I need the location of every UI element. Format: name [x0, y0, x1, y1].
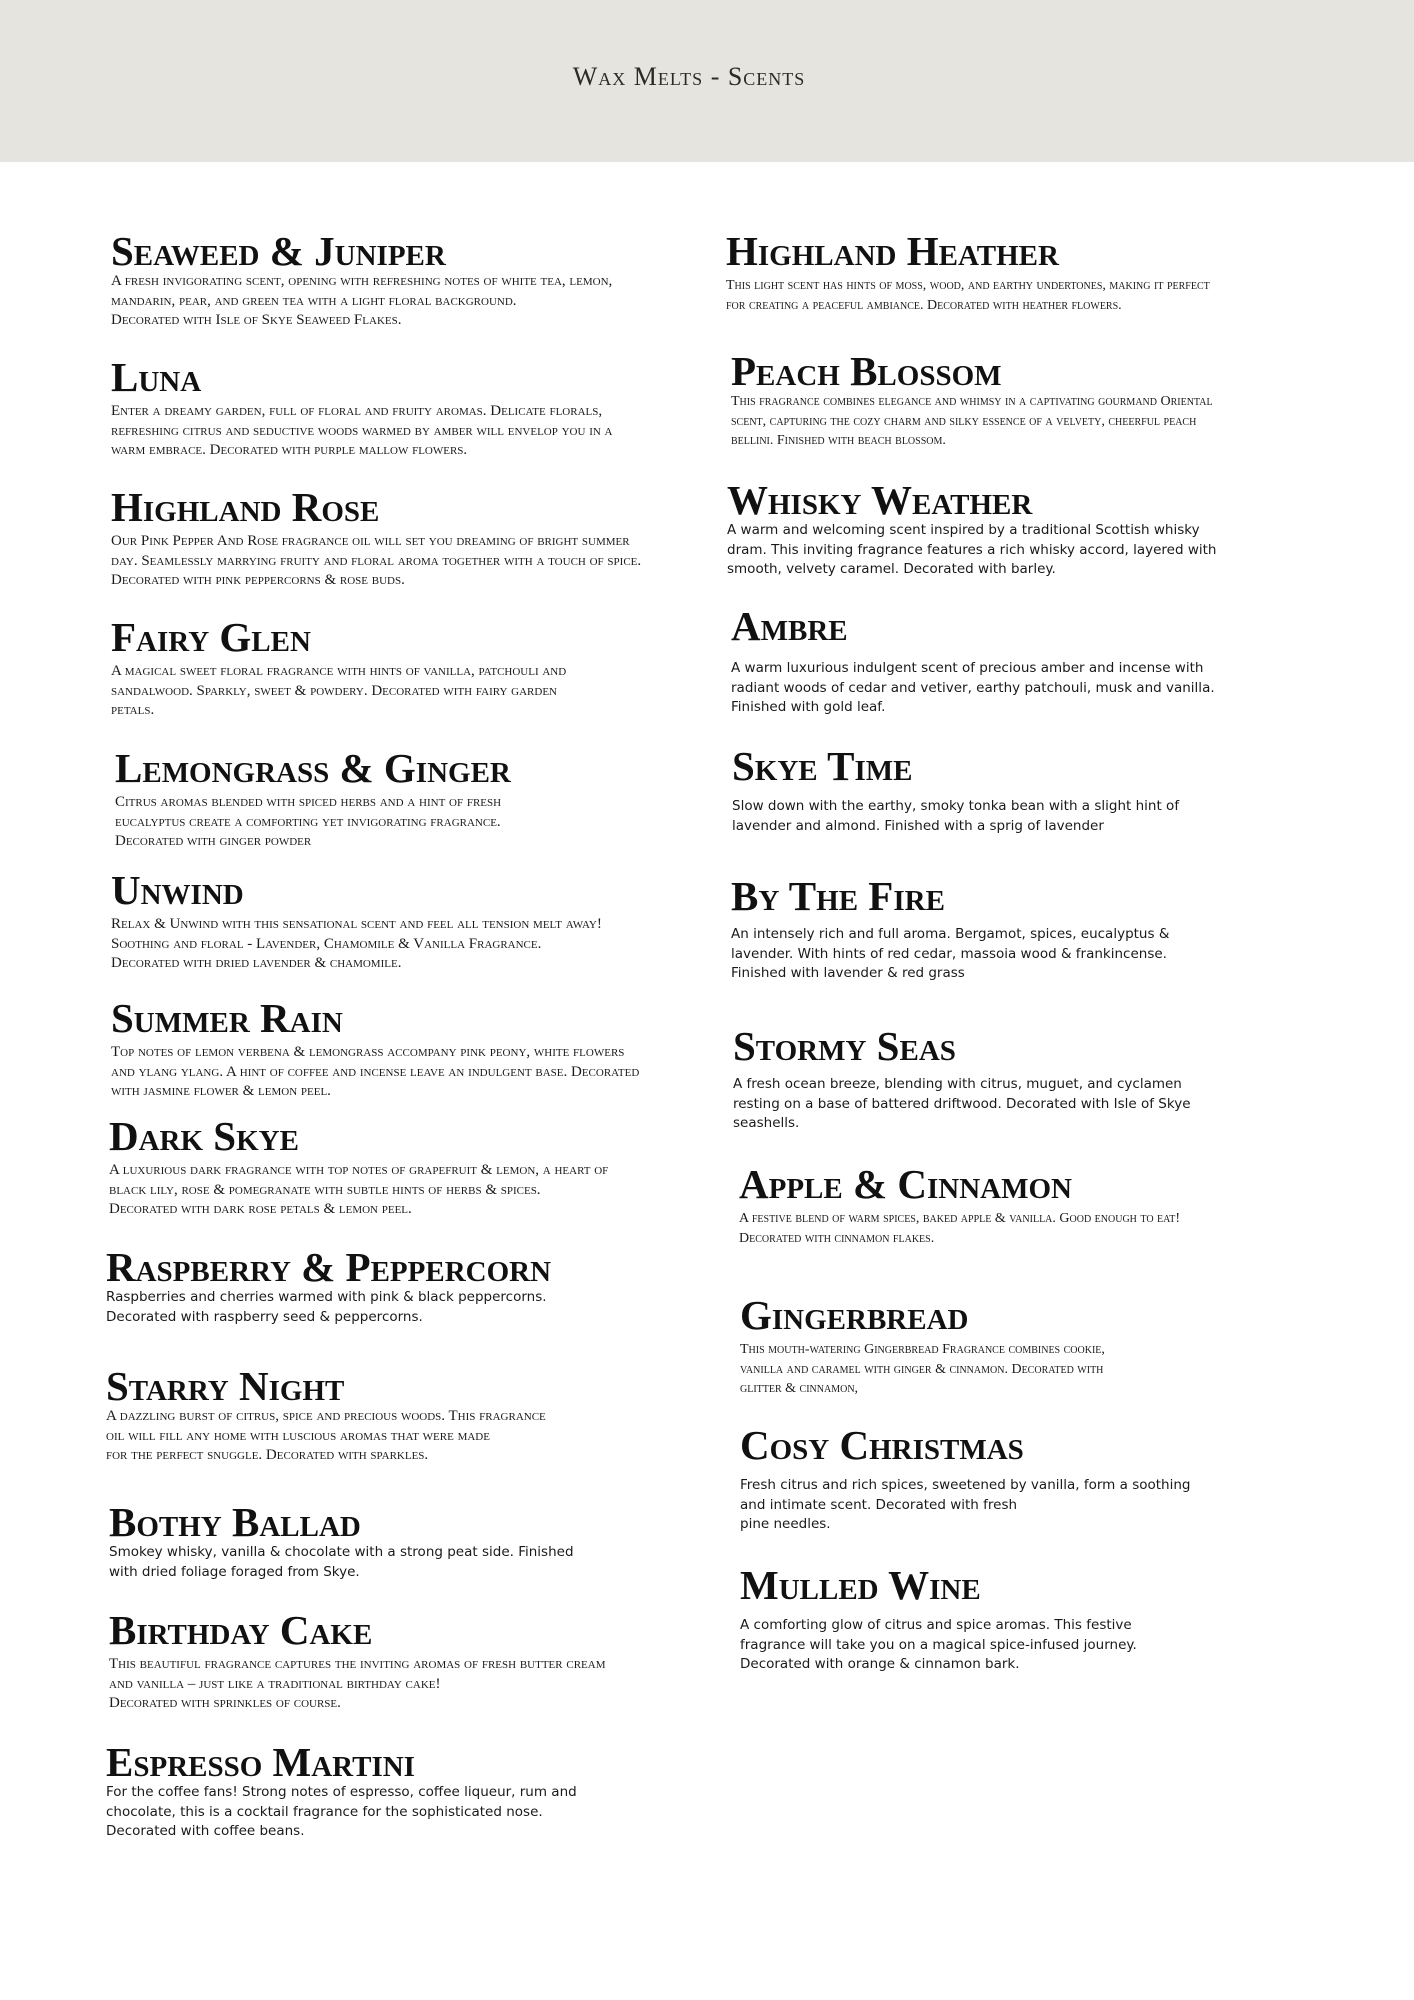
scent-name: Apple & Cinnamon: [739, 1161, 1072, 1207]
scent-skye-time: [732, 745, 1272, 836]
scent-name: Raspberry & Peppercorn: [106, 1244, 552, 1290]
scent-description: This light scent has hints of moss, wood, and earthy undertones, making it perfect for creating a peaceful ambiance. Decorated with heather flowers.: [726, 278, 1210, 313]
scent-description: This mouth-watering Gingerbread Fragrance combines cookie, vanilla and caramel with ginger & cinnamon. Decorated with glitter & cinnamon,: [740, 1342, 1105, 1396]
scent-name: Luna: [111, 354, 202, 400]
scent-bothy-ballad: [109, 1501, 649, 1582]
scent-name: Fairy Glen: [111, 614, 311, 660]
scent-fairy-glen: [111, 616, 651, 721]
scent-description: An intensely rich and full aroma. Bergamot, spices, eucalyptus & lavender. With hints of red cedar, massoia wood & frankincense. Finished with lavender & red grass: [731, 926, 1170, 981]
scent-description: For the coffee fans! Strong notes of espresso, coffee liqueur, rum and chocolate, this is a cocktail fragrance for the sophisticated nose. Decorated with coffee beans.: [106, 1784, 577, 1839]
scent-description: This fragrance combines elegance and whimsy in a captivating gourmand Oriental scent, capturing the cozy charm and silky essence of a velvety, cheerful peach bellini. Finished with beach blossom.: [731, 394, 1213, 448]
scent-name: Whisky Weather: [727, 477, 1033, 523]
scent-name: Stormy Seas: [733, 1023, 956, 1069]
scent-description: Slow down with the earthy, smoky tonka bean with a slight hint of lavender and almond. Finished with a sprig of lavender: [732, 798, 1180, 834]
scent-description: Smokey whisky, vanilla & chocolate with a strong peat side. Finished with dried foliage foraged from Skye.: [109, 1544, 574, 1580]
scent-name: Unwind: [111, 867, 244, 913]
scent-description: A dazzling burst of citrus, spice and precious woods. This fragrance oil will fill any home with luscious aromas that were made for the perfect snuggle. Decorated with sparkles.: [106, 1408, 546, 1463]
scent-name: Summer Rain: [111, 995, 343, 1041]
scent-description: Fresh citrus and rich spices, sweetened by vanilla, form a soothing and intimate scent. Decorated with fresh pine needles.: [740, 1477, 1191, 1532]
scent-peach-blossom: [731, 350, 1291, 451]
scent-luna: [111, 356, 651, 461]
scent-name: Mulled Wine: [740, 1562, 981, 1608]
scent-description: A fresh invigorating scent, opening with refreshing notes of white tea, lemon, mandarin, pear, and green tea with a light floral background. Decorated with Isle of Skye Seaweed Flakes.: [111, 273, 613, 328]
scent-description: A fresh ocean breeze, blending with citrus, muguet, and cyclamen resting on a base of battered driftwood. Decorated with Isle of Skye seashells.: [733, 1076, 1191, 1131]
scent-name: Bothy Ballad: [109, 1499, 361, 1545]
scent-name: Cosy Christmas: [740, 1422, 1024, 1468]
scent-seaweed-juniper: [111, 230, 651, 331]
scent-description: Citrus aromas blended with spiced herbs and a hint of fresh eucalyptus create a comforting yet invigorating fragrance. Decorated with ginger powder: [115, 794, 502, 849]
scent-name: Starry Night: [106, 1363, 345, 1409]
scent-summer-rain: [111, 997, 651, 1102]
scent-description: A warm and welcoming scent inspired by a traditional Scottish whisky dram. This inviting fragrance features a rich whisky accord, layered with smooth, velvety caramel. Decorated with barley.: [727, 522, 1217, 577]
scent-highland-heather: [726, 230, 1286, 315]
scent-name: By The Fire: [731, 873, 945, 919]
header-band: [0, 0, 1414, 162]
scent-name: Espresso Martini: [106, 1739, 415, 1785]
scent-description: Enter a dreamy garden, full of floral and fruity aromas. Delicate florals, refreshing citrus and seductive woods warmed by amber will envelop you in a warm embrace. Decorated with purple mallow flowers.: [111, 403, 613, 458]
scent-apple-cinnamon: [739, 1163, 1299, 1248]
scent-name: Seaweed & Juniper: [111, 228, 446, 274]
scent-description: A festive blend of warm spices, baked apple & vanilla. Good enough to eat! Decorated with cinnamon flakes.: [739, 1211, 1181, 1246]
scent-description: This beautiful fragrance captures the inviting aromas of fresh butter cream and vanilla – just like a traditional birthday cake! Decorated with sprinkles of course.: [109, 1656, 606, 1711]
scent-lemongrass-ginger: [115, 747, 655, 852]
scent-description: Raspberries and cherries warmed with pink & black peppercorns. Decorated with raspberry seed & peppercorns.: [106, 1289, 547, 1325]
scent-description: A comforting glow of citrus and spice aromas. This festive fragrance will take you on a magical spice-infused journey. Decorated with orange & cinnamon bark.: [740, 1617, 1137, 1672]
scent-dark-skye: [109, 1115, 649, 1220]
scent-name: Ambre: [731, 603, 848, 649]
scent-highland-rose: [111, 486, 651, 591]
scent-whisky-weather: [727, 479, 1267, 580]
scent-starry-night: [106, 1365, 646, 1466]
scent-cosy-christmas: [740, 1424, 1280, 1535]
scent-mulled-wine: [740, 1564, 1280, 1675]
scent-name: Skye Time: [732, 743, 913, 789]
scent-name: Highland Rose: [111, 484, 380, 530]
scent-description: Relax & Unwind with this sensational scent and feel all tension melt away! Soothing and floral - Lavender, Chamomile & Vanilla Fragrance. Decorated with dried lavender & chamomile.: [111, 916, 602, 971]
scent-description: A magical sweet floral fragrance with hints of vanilla, patchouli and sandalwood. Sparkly, sweet & powdery. Decorated with fairy garden petals.: [111, 663, 567, 718]
scent-name: Peach Blossom: [731, 348, 1002, 394]
scent-description: Top notes of lemon verbena & lemongrass accompany pink peony, white flowers and ylang ylang. A hint of coffee and incense leave an indulgent base. Decorated with jasmine flower & lemon peel.: [111, 1044, 640, 1099]
scent-unwind: [111, 869, 651, 974]
scent-description: A warm luxurious indulgent scent of precious amber and incense with radiant woods of cedar and vetiver, earthy patchouli, musk and vanilla. Finished with gold leaf.: [731, 660, 1215, 715]
scent-name: Dark Skye: [109, 1113, 299, 1159]
scent-by-the-fire: [731, 875, 1271, 984]
scent-name: Gingerbread: [740, 1292, 969, 1338]
scent-ambre: [731, 605, 1271, 718]
scent-name: Highland Heather: [726, 228, 1059, 274]
scent-stormy-seas: [733, 1025, 1273, 1134]
scent-espresso-martini: [106, 1741, 646, 1842]
scent-name: Birthday Cake: [109, 1607, 373, 1653]
scent-raspberry-peppercorn: [106, 1246, 646, 1327]
scent-birthday-cake: [109, 1609, 649, 1714]
scent-name: Lemongrass & Ginger: [115, 745, 511, 791]
scent-gingerbread: [740, 1294, 1280, 1399]
page-title: Wax Melts - Scents: [572, 62, 806, 91]
scent-description: Our Pink Pepper And Rose fragrance oil will set you dreaming of bright summer day. Seamlessly marrying fruity and floral aroma together with a touch of spice. Decorated with pink peppercorns & rose buds.: [111, 533, 642, 588]
scent-description: A luxurious dark fragrance with top notes of grapefruit & lemon, a heart of black lily, rose & pomegranate with subtle hints of herbs & spices. Decorated with dark rose petals & lemon peel.: [109, 1162, 609, 1217]
